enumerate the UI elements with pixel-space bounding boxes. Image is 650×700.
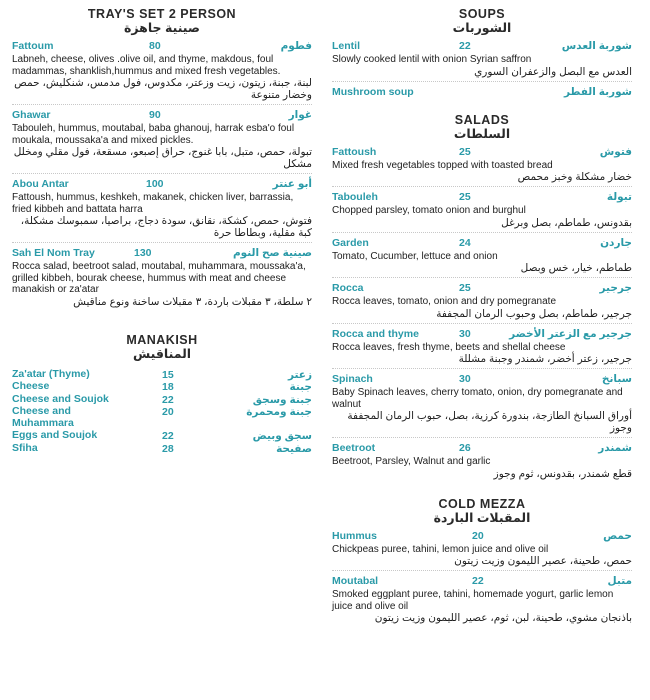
item-name: Za'atar (Thyme) (12, 367, 90, 380)
menu-item-cheese-muhammara (12, 406, 312, 430)
item-description: Tomato, Cucumber, lettuce and onion (332, 250, 498, 262)
item-description-arabic: تبولة، حمص، متبل، بابا غنوج، حراق إصبعو، مسقعة، فول مقلي ومخلل مشكل (13, 146, 312, 170)
section-title: COLD MEZZA (438, 496, 526, 511)
item-description: Beetroot, Parsley, Walnut and garlic (332, 456, 491, 467)
salads-section (332, 114, 632, 480)
item-price: 22 (162, 393, 174, 406)
divider (332, 323, 632, 324)
item-name: Beetroot (332, 442, 376, 454)
item-name: Eggs and Soujok (12, 429, 98, 441)
item-price: 22 (162, 430, 174, 442)
divider (12, 173, 312, 174)
item-description: Fattoush, hummus, keshkeh, makanek, chicken liver, barrassia, fried kibbeh and battata harra (12, 192, 294, 215)
item-name-arabic: شوربة العدس (561, 40, 632, 52)
divider (332, 232, 632, 233)
item-name: Sah El Nom Tray (12, 247, 95, 259)
right-column (332, 0, 632, 624)
divider (332, 81, 632, 82)
item-name-arabic: جبنة (289, 381, 312, 393)
menu-item-eggs-soujok (12, 430, 312, 443)
menu-item-rocca (332, 282, 632, 324)
item-price: 24 (459, 236, 471, 249)
item-price: 25 (459, 145, 471, 158)
item-description-arabic: خضار مشكلة وخبز محمص (517, 171, 632, 183)
item-name-arabic: جاردن (600, 236, 632, 249)
menu-item-beetroot (332, 442, 632, 480)
section-title: SALADS (454, 112, 510, 127)
item-description-arabic: طماطم، خيار، خس وبصل (520, 262, 632, 274)
item-price: 26 (459, 442, 471, 454)
item-description-arabic: حمص، طحينة، عصير الليمون وزيت زيتون (454, 555, 632, 567)
item-description-arabic: ٢ سلطة، ٣ مقبلات باردة، ٣ مقبلات ساخنة ونوع مناقيش (73, 295, 312, 308)
menu-item-abou-antar (12, 178, 312, 243)
divider (332, 437, 632, 438)
item-description-arabic: جرجير، طماطم، بصل وحبوب الرمان المجففة (436, 307, 632, 320)
item-name: Hummus (332, 529, 377, 542)
section-title: MANAKISH (126, 332, 198, 347)
divider (332, 570, 632, 571)
item-name-arabic: شمندر (598, 442, 632, 454)
item-description-arabic: قطع شمندر، بقدونس، ثوم وجوز (493, 467, 632, 480)
item-name-arabic: جبنة ومحمرة (246, 406, 312, 418)
menu-item-fattoum (12, 40, 312, 105)
menu-item-lentil (332, 40, 632, 82)
divider (12, 104, 312, 105)
item-name: Sfiha (12, 441, 38, 454)
item-description: Baby Spinach leaves, cherry tomato, onion, dry pomegranate and walnut (332, 387, 623, 410)
divider (332, 186, 632, 187)
item-price: 80 (149, 40, 161, 52)
item-name-arabic: صفيحة (276, 442, 312, 455)
item-name-arabic: غوار (288, 109, 312, 121)
item-name: Lentil (332, 40, 360, 52)
item-description: Rocca salad, beetroot salad, moutabal, muhammara, moussaka'a, grilled kibbeh, bourak cheese, hummus with meat and cheese manakish or za'atar (12, 261, 306, 295)
item-price: 20 (162, 406, 174, 418)
menu-item-tabouleh (332, 191, 632, 233)
menu-item-garden (332, 237, 632, 279)
menu-item-rocca-thyme (332, 328, 632, 370)
item-name: Ghawar (12, 109, 51, 121)
item-name-arabic: تبولة (606, 191, 632, 203)
item-description-arabic: أوراق السبانخ الطازجة، بندورة كرزية، بصل، حبوب الرمان المجففة وجوز (347, 410, 632, 434)
menu-item-spinach (332, 373, 632, 438)
item-name: Tabouleh (332, 191, 378, 203)
item-description-arabic: جرجير، زعتر أخضر، شمندر وجبنة مشللة (458, 353, 632, 365)
item-name-arabic: حمص (603, 529, 632, 542)
item-description: Chopped parsley, tomato onion and burghul (332, 205, 526, 216)
section-title-arabic: المناقيش (132, 346, 192, 361)
item-description: Tabouleh, hummus, moutabal, baba ghanouj, harrak esba'o foul moukala, moussaka'a and mixed pickles. (12, 123, 295, 146)
item-name-arabic: سبانخ (601, 373, 632, 385)
item-name: Fattoush (332, 145, 377, 158)
item-description: Mixed fresh vegetables topped with toasted bread (332, 159, 553, 171)
item-name: Spinach (332, 373, 373, 385)
menu-item-sah-el-nom-tray (12, 247, 312, 308)
item-name-arabic: شوربة الفطر (563, 85, 632, 98)
item-price: 90 (149, 109, 161, 121)
left-column (12, 0, 312, 455)
item-name: Garden (332, 236, 369, 249)
item-description: Rocca leaves, fresh thyme, beets and shellal cheese (332, 341, 566, 353)
manakish-section (12, 334, 312, 456)
item-name: Rocca (332, 282, 364, 294)
item-price: 18 (162, 381, 174, 393)
trays-section (12, 8, 312, 308)
item-name-arabic: متبل (607, 575, 632, 587)
item-name-arabic: جبنة وسجق (252, 393, 312, 406)
item-name-arabic: جرجير مع الزعتر الأخضر (509, 327, 632, 340)
section-title-arabic: السلطات (453, 126, 511, 141)
item-price: 30 (459, 373, 471, 385)
item-name-arabic: صينية صح النوم (232, 247, 312, 259)
item-description-arabic: باذنجان مشوي، طحينة، لبن، ثوم، عصير الليمون وزيت زيتون (374, 612, 632, 624)
soups-section (332, 8, 632, 100)
item-price: 130 (134, 247, 152, 259)
item-price: 100 (146, 178, 164, 190)
item-description: Labneh, cheese, olives .olive oil, and thyme, makdous, foul madammas, shanklish,hummus and mixed fresh vegetables. (12, 54, 281, 77)
item-price: 28 (162, 442, 174, 455)
item-price: 25 (459, 282, 471, 294)
item-description-arabic: العدس مع البصل والزعفران السوري (474, 65, 632, 78)
section-title-arabic: الشوربات (452, 21, 512, 35)
item-price: 22 (472, 575, 484, 587)
menu-item-moutabal (332, 575, 632, 624)
divider (12, 242, 312, 243)
item-price: 15 (162, 368, 174, 381)
item-name: Abou Antar (12, 178, 69, 190)
menu-item-cheese (12, 381, 312, 394)
item-description: Slowly cooked lentil with onion Syrian saffron (332, 54, 532, 65)
section-title-arabic: صينية جاهزة (124, 21, 200, 35)
item-price: 25 (459, 191, 471, 203)
item-description: Smoked eggplant puree, tahini, homemade yogurt, garlic lemon juice and olive oil (332, 589, 614, 612)
item-price: 20 (472, 529, 484, 542)
menu-item-sfiha (12, 443, 312, 456)
menu-item-fattoush (332, 146, 632, 188)
item-name-arabic: فتوش (599, 145, 632, 158)
divider (332, 277, 632, 278)
item-description-arabic: لبنة، جبنة، زيتون، زيت وزعتر، مكدوس، فول مدمس، شنكليش، حمص وخضار متنوعة (14, 77, 312, 101)
item-name: Fattoum (12, 40, 54, 52)
section-title: SOUPS (458, 7, 506, 21)
item-name-arabic: زعتر (287, 368, 312, 381)
item-name-arabic: سجق وبيض (252, 430, 312, 442)
item-description-arabic: بقدونس، طماطم، بصل وبرغل (501, 216, 632, 229)
item-price: 30 (459, 327, 471, 340)
section-title: TRAY'S SET 2 PERSON (87, 7, 237, 21)
section-title-arabic: المقبلات الباردة (433, 510, 531, 525)
cold-mezza-section (332, 498, 632, 625)
item-price: 22 (459, 40, 471, 52)
menu-item-zaatar (12, 369, 312, 382)
item-name: Cheese and Soujok (12, 392, 109, 405)
item-name: Cheese (12, 380, 50, 392)
item-name: Rocca and thyme (332, 327, 419, 340)
item-description-arabic: فتوش، حمص، كشكة، نقانق، سودة دجاج، براصيا، سمبوسك مشكلة، كبة مقلية، وبطاطا حرة (20, 215, 312, 239)
item-name-arabic: جرجير (599, 282, 632, 294)
item-name: Moutabal (332, 575, 379, 587)
menu-item-hummus (332, 530, 632, 572)
menu-item-mushroom-soup (332, 86, 632, 100)
item-description: Rocca leaves, tomato, onion and dry pomegranate (332, 296, 557, 307)
divider (332, 368, 632, 369)
item-name: Cheese and Muhammara (12, 405, 74, 429)
item-name-arabic: فطوم (280, 40, 312, 52)
item-name-arabic: أبو عنتر (272, 178, 312, 190)
item-name: Mushroom soup (332, 85, 414, 98)
menu-item-ghawar (12, 109, 312, 174)
item-description: Chickpeas puree, tahini, lemon juice and olive oil (332, 543, 549, 555)
